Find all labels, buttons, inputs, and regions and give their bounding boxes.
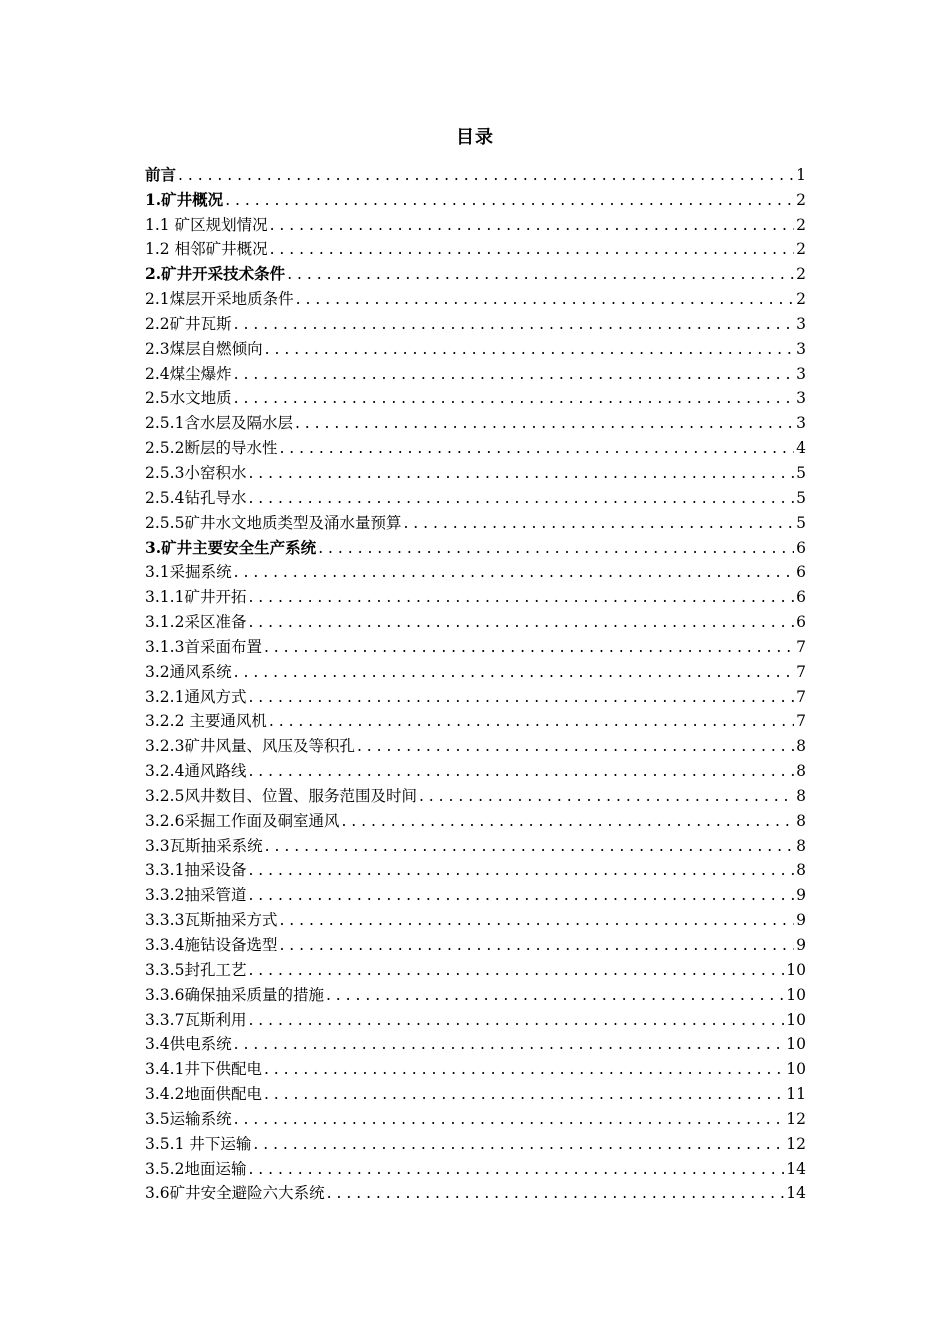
toc-dot-leader (263, 835, 794, 857)
toc-dot-leader (246, 859, 794, 881)
toc-dot-leader (232, 387, 794, 409)
toc-dot-leader (246, 884, 794, 906)
toc-entry-title: 2.5.3小窑积水 (145, 463, 247, 482)
toc-entry-title: 2.5水文地质 (145, 389, 232, 408)
toc-dot-leader (339, 810, 794, 832)
toc-entry[interactable] (145, 881, 806, 906)
toc-page-number: 5 (796, 513, 806, 532)
toc-title: 目录 (456, 127, 494, 148)
toc-page-number: 1 (796, 165, 806, 184)
toc-page-number: 9 (796, 911, 806, 930)
toc-page-number: 2 (796, 190, 806, 209)
toc-dot-leader (251, 1133, 784, 1155)
toc-entry[interactable] (145, 658, 806, 683)
toc-entry-title: 1.1 矿区规划情况 (145, 215, 268, 234)
toc-entry[interactable] (145, 1180, 806, 1205)
toc-entry-title: 2.5.4钻孔导水 (145, 488, 247, 507)
toc-dot-leader (285, 263, 794, 285)
toc-entry-title: 3.5运输系统 (145, 1109, 232, 1128)
toc-entry[interactable] (145, 1006, 806, 1031)
toc-dot-leader (232, 1033, 785, 1055)
toc-dot-leader (246, 487, 794, 509)
toc-entry[interactable] (145, 1105, 806, 1130)
toc-entry-title: 3.5.1 井下运输 (145, 1134, 252, 1153)
toc-page-number: 9 (796, 886, 806, 905)
toc-dot-leader (246, 1009, 784, 1031)
toc-dot-leader (277, 909, 794, 931)
toc-page-number: 10 (786, 985, 806, 1004)
toc-entry-title: 3.4.1井下供配电 (145, 1060, 262, 1079)
toc-entry-title: 3.1.2采区准备 (145, 613, 247, 632)
toc-entry-title: 3.1.1矿井开拓 (145, 588, 247, 607)
toc-dot-leader (262, 1083, 784, 1105)
toc-entry-title: 2.矿井开采技术条件 (145, 264, 286, 284)
toc-entry[interactable] (145, 1055, 806, 1080)
toc-entry-title: 3.3.5封孔工艺 (145, 960, 247, 979)
toc-entry[interactable] (145, 807, 806, 832)
toc-entry[interactable] (145, 434, 806, 459)
toc-entry[interactable] (145, 1080, 806, 1105)
toc-entry[interactable] (145, 161, 806, 186)
toc-page-number: 7 (796, 662, 806, 681)
toc-entry-title: 3.1.3首采面布置 (145, 637, 262, 656)
toc-dot-leader (401, 512, 794, 534)
toc-entry[interactable] (145, 1031, 806, 1056)
toc-page-number: 14 (786, 1184, 806, 1203)
toc-dot-leader (267, 710, 794, 732)
toc-page-number: 8 (796, 861, 806, 880)
toc-page-number: 2 (796, 215, 806, 234)
toc-entry[interactable] (145, 1130, 806, 1155)
toc-dot-leader (277, 437, 794, 459)
toc-dot-leader (232, 661, 794, 683)
toc-entry-title: 前言 (145, 164, 177, 184)
toc-entry[interactable] (145, 683, 806, 708)
toc-entry[interactable] (145, 335, 806, 360)
toc-dot-leader (262, 636, 794, 658)
toc-dot-leader (277, 934, 794, 956)
toc-dot-leader (176, 164, 794, 186)
toc-entry[interactable] (145, 857, 806, 882)
toc-dot-leader (246, 686, 794, 708)
toc-dot-leader (246, 959, 784, 981)
toc-entry[interactable] (145, 931, 806, 956)
toc-dot-leader (232, 313, 794, 335)
toc-entry-title: 2.5.5矿井水文地质类型及涌水量预算 (145, 513, 402, 532)
toc-entry-title: 3.2.2 主要通风机 (145, 712, 267, 731)
toc-page-number: 6 (796, 538, 806, 557)
toc-page-number: 11 (786, 1085, 806, 1104)
toc-entry-title: 1.矿井概况 (145, 189, 224, 209)
toc-dot-leader (355, 735, 794, 757)
toc-entry[interactable] (145, 633, 806, 658)
toc-page-number: 6 (796, 588, 806, 607)
toc-entry[interactable] (145, 310, 806, 335)
toc-page-number: 8 (796, 836, 806, 855)
toc-entry[interactable] (145, 186, 806, 211)
toc-entry[interactable] (145, 260, 806, 285)
toc-entry[interactable] (145, 285, 806, 310)
toc-entry[interactable] (145, 732, 806, 757)
toc-entry[interactable] (145, 832, 806, 857)
toc-entry[interactable] (145, 708, 806, 733)
toc-entry-title: 2.5.1含水层及隔水层 (145, 414, 293, 433)
toc-dot-leader (325, 1182, 785, 1204)
toc-entry[interactable] (145, 608, 806, 633)
toc-page-number: 3 (796, 314, 806, 333)
toc-entry-title: 3.2.3矿井风量、风压及等积孔 (145, 737, 355, 756)
toc-entry-title: 3.2.5风井数目、位置、服务范围及时间 (145, 786, 417, 805)
toc-page-number: 3 (796, 389, 806, 408)
toc-entry-title: 3.矿井主要安全生产系统 (145, 537, 317, 557)
toc-entry[interactable] (145, 484, 806, 509)
toc-entry[interactable] (145, 981, 806, 1006)
toc-dot-leader (324, 984, 784, 1006)
toc-page-number: 8 (796, 762, 806, 781)
toc-dot-leader (246, 611, 794, 633)
toc-entry-title: 2.2矿井瓦斯 (145, 314, 232, 333)
toc-entry-title: 3.3.3瓦斯抽采方式 (145, 911, 278, 930)
toc-page-number: 5 (796, 463, 806, 482)
toc-entry-title: 3.3.1抽采设备 (145, 861, 247, 880)
toc-entry-title: 3.2.6采掘工作面及硐室通风 (145, 811, 340, 830)
toc-entry[interactable] (145, 906, 806, 931)
toc-page-number: 10 (786, 1035, 806, 1054)
toc-page-number: 2 (796, 290, 806, 309)
toc-entry[interactable] (145, 211, 806, 236)
toc-entry[interactable] (145, 1155, 806, 1180)
toc-dot-leader (232, 561, 794, 583)
toc-dot-leader (268, 238, 795, 260)
toc-dot-leader (293, 412, 794, 434)
toc-list (145, 161, 806, 1204)
toc-dot-leader (262, 1058, 784, 1080)
toc-page-number: 12 (786, 1109, 806, 1128)
toc-entry-title: 3.2.1通风方式 (145, 687, 247, 706)
toc-entry-title: 2.5.2断层的导水性 (145, 439, 278, 458)
toc-entry[interactable] (145, 385, 806, 410)
toc-entry[interactable] (145, 956, 806, 981)
toc-page-number: 3 (796, 414, 806, 433)
toc-entry[interactable] (145, 782, 806, 807)
toc-dot-leader (263, 338, 794, 360)
toc-dot-leader (223, 189, 794, 211)
toc-page-number: 8 (796, 811, 806, 830)
toc-page-number: 3 (796, 339, 806, 358)
toc-entry-title: 3.3.4施钻设备选型 (145, 936, 278, 954)
toc-entry-title: 3.3瓦斯抽采系统 (145, 836, 263, 855)
toc-entry-title: 2.3煤层自燃倾向 (145, 339, 263, 358)
toc-page-number: 12 (786, 1134, 806, 1153)
toc-page-number: 6 (796, 563, 806, 582)
toc-dot-leader (294, 288, 794, 310)
toc-page-number: 4 (796, 439, 806, 458)
toc-dot-leader (246, 1158, 784, 1180)
toc-dot-leader (232, 1108, 785, 1130)
toc-page-number: 7 (796, 712, 806, 731)
toc-page-number: 8 (796, 737, 806, 756)
toc-page-number: 14 (786, 1159, 806, 1178)
toc-page-number: 7 (796, 687, 806, 706)
toc-page-number: 9 (796, 936, 806, 954)
toc-entry-title: 3.3.6确保抽采质量的措施 (145, 985, 324, 1004)
toc-entry-title: 1.2 相邻矿井概况 (145, 240, 268, 259)
toc-entry[interactable] (145, 236, 806, 261)
toc-entry[interactable] (145, 409, 806, 434)
toc-page-number: 10 (786, 960, 806, 979)
toc-entry-title: 3.1采掘系统 (145, 563, 232, 582)
toc-dot-leader (246, 586, 794, 608)
toc-dot-leader (417, 785, 794, 807)
toc-dot-leader (246, 760, 794, 782)
toc-page-number: 5 (796, 488, 806, 507)
toc-entry-title: 3.4供电系统 (145, 1035, 232, 1054)
toc-page-number: 3 (796, 364, 806, 383)
toc-entry[interactable] (145, 583, 806, 608)
toc-entry-title: 3.3.7瓦斯利用 (145, 1010, 247, 1029)
toc-entry-title: 3.3.2抽采管道 (145, 886, 247, 905)
toc-entry[interactable] (145, 509, 806, 534)
toc-dot-leader (316, 537, 794, 559)
toc-page-number: 10 (786, 1010, 806, 1029)
toc-entry[interactable] (145, 559, 806, 584)
toc-entry-title: 2.4煤尘爆炸 (145, 364, 232, 383)
toc-entry-title: 3.2.4通风路线 (145, 762, 247, 781)
toc-entry[interactable] (145, 360, 806, 385)
toc-page-number: 6 (796, 613, 806, 632)
toc-dot-leader (268, 214, 795, 236)
toc-entry[interactable] (145, 459, 806, 484)
toc-entry-title: 3.4.2地面供配电 (145, 1085, 262, 1104)
toc-dot-leader (246, 462, 794, 484)
toc-entry-title: 2.1煤层开采地质条件 (145, 290, 294, 309)
toc-page-number: 8 (796, 786, 806, 805)
toc-entry-title: 3.5.2地面运输 (145, 1159, 247, 1178)
toc-page-number: 10 (786, 1060, 806, 1079)
toc-entry-title: 3.2通风系统 (145, 662, 232, 681)
toc-entry[interactable] (145, 757, 806, 782)
toc-page-number: 2 (796, 240, 806, 259)
toc-dot-leader (232, 363, 794, 385)
toc-entry[interactable] (145, 534, 806, 559)
toc-page-number: 7 (796, 637, 806, 656)
toc-page-number: 2 (796, 265, 806, 284)
toc-entry-title: 3.6矿井安全避险六大系统 (145, 1184, 325, 1203)
